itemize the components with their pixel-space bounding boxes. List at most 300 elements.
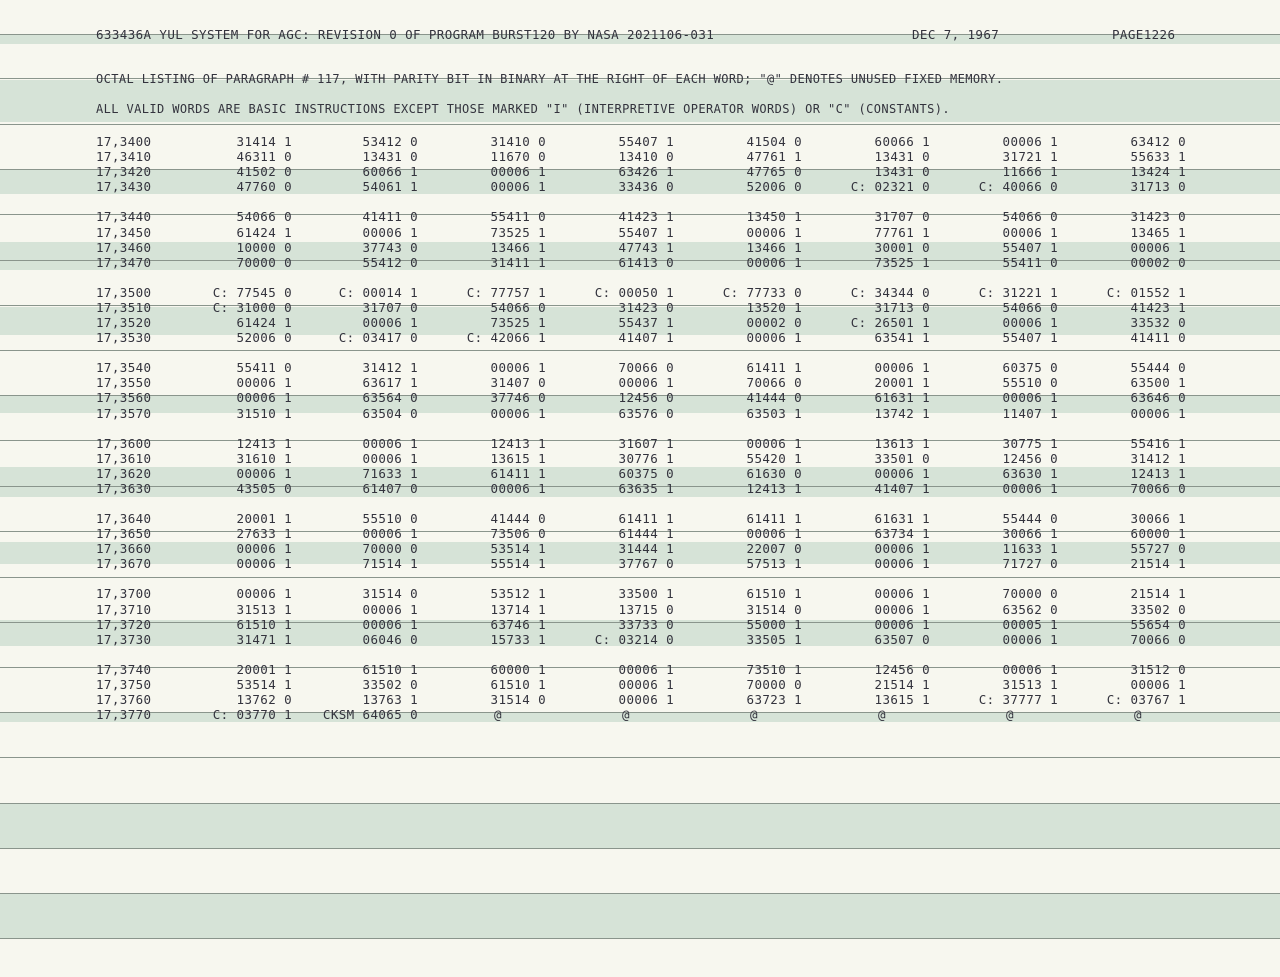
octal-word: 21514 1: [874, 676, 930, 692]
octal-word: 31513 1: [1002, 676, 1058, 692]
octal-word: 60375 0: [1002, 360, 1058, 376]
octal-word: C: 31000 0: [212, 299, 292, 315]
octal-word: 61510 1: [362, 661, 418, 677]
octal-word: 33500 1: [618, 586, 674, 602]
octal-word: 57513 1: [746, 556, 802, 572]
octal-word: 61510 1: [746, 586, 802, 602]
listing-header: [0, 0, 1280, 120]
octal-word: 00002 0: [1130, 254, 1186, 270]
octal-word: 41411 0: [362, 209, 418, 225]
octal-word: 63635 1: [618, 480, 674, 496]
octal-word: 60066 1: [362, 164, 418, 180]
octal-word: 00006 1: [746, 330, 802, 346]
octal-word: 55411 0: [236, 360, 292, 376]
octal-word: 55633 1: [1130, 149, 1186, 165]
octal-word: 30776 1: [618, 450, 674, 466]
octal-word: 55727 0: [1130, 541, 1186, 557]
octal-word: 37767 0: [618, 556, 674, 572]
octal-word: 00006 1: [1130, 676, 1186, 692]
octal-word: 73525 1: [490, 315, 546, 330]
octal-word: 13431 0: [874, 149, 930, 165]
octal-word: 31713 0: [1130, 179, 1186, 195]
octal-word: 31510 1: [236, 405, 292, 421]
octal-word: 00006 1: [1130, 239, 1186, 255]
octal-word: 00006 1: [490, 164, 546, 180]
title-line: 633436A YUL SYSTEM FOR AGC: REVISION 0 OF PROGRAM BURST120 BY NASA 2021106-031: [96, 27, 715, 42]
octal-word: 12456 0: [874, 661, 930, 677]
row-address: 17,3760: [96, 692, 152, 707]
octal-word: 31514 0: [362, 586, 418, 602]
octal-word: 70000 0: [362, 541, 418, 557]
octal-word: 55444 0: [1002, 511, 1058, 526]
octal-word: 41423 1: [618, 209, 674, 225]
octal-word: C: 00050 1: [594, 284, 674, 300]
octal-word: 13424 1: [1130, 164, 1186, 180]
octal-word: 31513 1: [236, 601, 292, 617]
octal-word: 31410 0: [490, 134, 546, 149]
octal-word: 13714 1: [490, 601, 546, 617]
octal-word: 00006 1: [490, 480, 546, 496]
octal-word: 30775 1: [1002, 435, 1058, 451]
octal-word: 31412 1: [1130, 450, 1186, 466]
octal-word: 63412 0: [1130, 134, 1186, 149]
octal-word: 33436 0: [618, 179, 674, 195]
octal-word: 71514 1: [362, 556, 418, 572]
octal-word: 15733 1: [490, 631, 546, 647]
octal-word: 00006 1: [362, 526, 418, 542]
octal-word: 21514 1: [1130, 556, 1186, 572]
octal-word: C: 77545 0: [212, 284, 292, 300]
octal-word: 00006 1: [490, 405, 546, 421]
octal-word: 70066 0: [1130, 480, 1186, 496]
paper-rule: [0, 124, 1280, 125]
octal-word: 00006 1: [874, 465, 930, 481]
row-address: 17,3710: [96, 601, 152, 617]
print-date: DEC 7, 1967: [912, 27, 1000, 42]
octal-word: 61413 0: [618, 254, 674, 270]
row-address: 17,3620: [96, 465, 152, 481]
octal-word: 13465 1: [1130, 224, 1186, 240]
octal-word: 41411 0: [1130, 330, 1186, 346]
paper-rule: [0, 712, 1280, 713]
row-address: 17,3560: [96, 390, 152, 406]
octal-word: 53512 1: [490, 586, 546, 602]
paper-rule: [0, 350, 1280, 351]
row-address: 17,3410: [96, 149, 152, 165]
octal-word: 13613 1: [874, 435, 930, 451]
octal-word: 61411 1: [618, 511, 674, 526]
octal-word: 54066 0: [490, 299, 546, 315]
octal-word: 00006 1: [236, 541, 292, 557]
octal-word: 41407 1: [618, 330, 674, 346]
paper-rule: [0, 803, 1280, 804]
paper-rule: [0, 893, 1280, 894]
octal-word: C: 03214 0: [594, 631, 674, 647]
description-line-1: OCTAL LISTING OF PARAGRAPH # 117, WITH PARITY BIT IN BINARY AT THE RIGHT OF EACH WORD; "@" DENOTES UNUSED FIXED MEMORY.: [96, 72, 1004, 86]
octal-word: 31707 0: [874, 209, 930, 225]
octal-word: 61407 0: [362, 480, 418, 496]
octal-word: 13742 1: [874, 405, 930, 421]
octal-word: 63562 0: [1002, 601, 1058, 617]
octal-word: 33502 0: [362, 676, 418, 692]
octal-word: 55000 1: [746, 616, 802, 632]
octal-word: 61411 1: [746, 360, 802, 376]
octal-word: 06046 0: [362, 631, 418, 647]
octal-word: 63426 1: [618, 164, 674, 180]
octal-word: 55444 0: [1130, 360, 1186, 376]
octal-word: 31414 1: [236, 134, 292, 149]
octal-word: 00006 1: [362, 435, 418, 451]
octal-word: 00006 1: [1002, 631, 1058, 647]
octal-word: 00006 1: [746, 254, 802, 270]
octal-word: 53514 1: [236, 676, 292, 692]
octal-word: C: 40066 0: [978, 179, 1058, 195]
octal-word: 31407 0: [490, 375, 546, 391]
row-address: 17,3650: [96, 526, 152, 542]
octal-word: 12413 1: [490, 435, 546, 451]
octal-word: 00006 1: [236, 586, 292, 602]
octal-word: 61411 1: [490, 465, 546, 481]
octal-word: 00006 1: [236, 390, 292, 406]
row-address: 17,3700: [96, 586, 152, 602]
octal-word: 61630 0: [746, 465, 802, 481]
octal-word: 77761 1: [874, 224, 930, 240]
octal-word: 70000 0: [746, 676, 802, 692]
octal-word: 47743 1: [618, 239, 674, 255]
octal-word: 00006 1: [874, 586, 930, 602]
octal-word: 31607 1: [618, 435, 674, 451]
octal-word: 00006 1: [1002, 134, 1058, 149]
octal-word: 31514 0: [746, 601, 802, 617]
row-address: 17,3570: [96, 405, 152, 421]
octal-word: 61424 1: [236, 315, 292, 330]
octal-word: 55510 0: [1002, 375, 1058, 391]
row-address: 17,3610: [96, 450, 152, 466]
octal-word: C: 00014 1: [338, 284, 418, 300]
octal-word: 00006 1: [746, 435, 802, 451]
octal-word: 00006 1: [618, 676, 674, 692]
octal-word: 41444 0: [490, 511, 546, 526]
octal-word: 73525 1: [490, 224, 546, 240]
paper-rule: [0, 938, 1280, 939]
octal-word: 70066 0: [618, 360, 674, 376]
octal-word: 31423 0: [618, 299, 674, 315]
row-address: 17,3450: [96, 224, 152, 240]
row-address: 17,3730: [96, 631, 152, 647]
row-address: 17,3440: [96, 209, 152, 225]
octal-word: 13615 1: [490, 450, 546, 466]
octal-word: 00006 1: [874, 360, 930, 376]
row-address: 17,3740: [96, 661, 152, 677]
octal-word: 20001 1: [236, 511, 292, 526]
row-address: 17,3640: [96, 511, 152, 526]
octal-word: 63734 1: [874, 526, 930, 542]
octal-word: 00006 1: [362, 601, 418, 617]
octal-word: C: 77757 1: [466, 284, 546, 300]
octal-word: 12456 0: [1002, 450, 1058, 466]
octal-word: C: 03417 0: [338, 330, 418, 346]
octal-word: @: [878, 707, 886, 723]
octal-word: 12413 1: [1130, 465, 1186, 481]
octal-word: 54066 0: [1002, 299, 1058, 315]
octal-word: 30066 1: [1002, 526, 1058, 542]
octal-word: 33733 0: [618, 616, 674, 632]
octal-word: 55407 1: [1002, 239, 1058, 255]
octal-word: 31423 0: [1130, 209, 1186, 225]
row-address: 17,3720: [96, 616, 152, 632]
octal-word: 13715 0: [618, 601, 674, 617]
octal-word: C: 37777 1: [978, 692, 1058, 707]
page-number: PAGE1226: [1112, 27, 1176, 42]
octal-word: 00006 1: [362, 315, 418, 330]
octal-word: 55407 1: [1002, 330, 1058, 346]
octal-word: @: [494, 707, 502, 723]
octal-word: 71727 0: [1002, 556, 1058, 572]
octal-word: 11633 1: [1002, 541, 1058, 557]
octal-word: C: 26501 1: [850, 315, 930, 330]
octal-word: 10000 0: [236, 239, 292, 255]
octal-word: 31610 1: [236, 450, 292, 466]
octal-word: 60066 1: [874, 134, 930, 149]
octal-word: 00006 1: [1130, 405, 1186, 421]
octal-word: 55437 1: [618, 315, 674, 330]
octal-word: C: 03767 1: [1106, 692, 1186, 707]
octal-word: 55411 0: [1002, 254, 1058, 270]
octal-word: 00006 1: [362, 616, 418, 632]
row-address: 17,3670: [96, 556, 152, 572]
octal-word: 71633 1: [362, 465, 418, 481]
row-address: 17,3510: [96, 299, 152, 315]
row-address: 17,3460: [96, 239, 152, 255]
octal-word: 13431 0: [362, 149, 418, 165]
octal-word: 60000 1: [1130, 526, 1186, 542]
octal-word: 12413 1: [746, 480, 802, 496]
octal-word: 47760 0: [236, 179, 292, 195]
octal-word: 70066 0: [746, 375, 802, 391]
octal-word: CKSM 64065 0: [322, 707, 418, 723]
octal-word: 13431 0: [874, 164, 930, 180]
row-address: 17,3530: [96, 330, 152, 346]
row-address: 17,3400: [96, 134, 152, 149]
octal-word: @: [1006, 707, 1014, 723]
octal-word: 00006 1: [236, 465, 292, 481]
octal-word: 55411 0: [490, 209, 546, 225]
octal-word: 12456 0: [618, 390, 674, 406]
octal-word: @: [1134, 707, 1142, 723]
octal-word: 53514 1: [490, 541, 546, 557]
octal-word: C: 01552 1: [1106, 284, 1186, 300]
row-address: 17,3420: [96, 164, 152, 180]
octal-word: 00006 1: [362, 224, 418, 240]
octal-word: C: 77733 0: [722, 284, 802, 300]
octal-word: 63617 1: [362, 375, 418, 391]
octal-word: 52006 0: [236, 330, 292, 346]
octal-word: 13410 0: [618, 149, 674, 165]
octal-word: 63503 1: [746, 405, 802, 421]
octal-word: 61631 1: [874, 511, 930, 526]
octal-word: 54066 0: [236, 209, 292, 225]
octal-word: 53412 0: [362, 134, 418, 149]
octal-word: 00005 1: [1002, 616, 1058, 632]
octal-word: 00006 1: [1002, 224, 1058, 240]
octal-word: 61510 1: [490, 676, 546, 692]
octal-word: 00006 1: [618, 692, 674, 707]
octal-word: 00006 1: [490, 360, 546, 376]
octal-word: 70000 0: [1002, 586, 1058, 602]
octal-word: 63723 1: [746, 692, 802, 707]
octal-word: 73510 1: [746, 661, 802, 677]
octal-word: 00002 0: [746, 315, 802, 330]
paper-rule: [0, 848, 1280, 849]
octal-word: 11407 1: [1002, 405, 1058, 421]
octal-word: 00006 1: [874, 601, 930, 617]
octal-word: C: 02321 0: [850, 179, 930, 195]
octal-word: @: [622, 707, 630, 723]
octal-word: 41444 0: [746, 390, 802, 406]
greenbar-stripe: [0, 712, 1280, 722]
row-address: 17,3750: [96, 676, 152, 692]
paper-rule: [0, 757, 1280, 758]
octal-word: 63504 0: [362, 405, 418, 421]
octal-word: C: 42066 1: [466, 330, 546, 346]
paper-rule: [0, 577, 1280, 578]
octal-word: 20001 1: [236, 661, 292, 677]
octal-word: 00006 1: [874, 541, 930, 557]
octal-word: 60000 1: [490, 661, 546, 677]
octal-word: 63507 0: [874, 631, 930, 647]
octal-word: 60375 0: [618, 465, 674, 481]
octal-word: 33505 1: [746, 631, 802, 647]
octal-word: 31707 0: [362, 299, 418, 315]
description-line-2: ALL VALID WORDS ARE BASIC INSTRUCTIONS EXCEPT THOSE MARKED "I" (INTERPRETIVE OPERATOR WORDS) OR "C" (CONSTANTS).: [96, 102, 950, 116]
octal-word: 00006 1: [490, 179, 546, 195]
octal-word: C: 34344 0: [850, 284, 930, 300]
octal-word: 00006 1: [1002, 661, 1058, 677]
octal-word: 00006 1: [618, 661, 674, 677]
octal-word: C: 31221 1: [978, 284, 1058, 300]
octal-word: 63630 1: [1002, 465, 1058, 481]
octal-word: 30001 0: [874, 239, 930, 255]
octal-word: 55510 0: [362, 511, 418, 526]
octal-word: 00006 1: [236, 375, 292, 391]
octal-word: 55412 0: [362, 254, 418, 270]
octal-word: 00006 1: [236, 556, 292, 572]
octal-word: 22007 0: [746, 541, 802, 557]
octal-word: 55514 1: [490, 556, 546, 572]
octal-word: 31412 1: [362, 360, 418, 376]
octal-word: 27633 1: [236, 526, 292, 542]
row-address: 17,3770: [96, 707, 152, 723]
octal-word: 46311 0: [236, 149, 292, 165]
octal-word: 55416 1: [1130, 435, 1186, 451]
octal-word: 61411 1: [746, 511, 802, 526]
octal-word: 33501 0: [874, 450, 930, 466]
row-address: 17,3600: [96, 435, 152, 451]
octal-word: 00006 1: [1002, 315, 1058, 330]
octal-word: 63746 1: [490, 616, 546, 632]
octal-word: 41407 1: [874, 480, 930, 496]
octal-word: 33532 0: [1130, 315, 1186, 330]
octal-word: 55407 1: [618, 134, 674, 149]
octal-word: 00006 1: [1002, 480, 1058, 496]
octal-word: 00006 1: [746, 224, 802, 240]
row-address: 17,3520: [96, 315, 152, 330]
octal-word: 31411 1: [490, 254, 546, 270]
octal-word: 63500 1: [1130, 375, 1186, 391]
octal-word: 00006 1: [874, 616, 930, 632]
octal-word: 00006 1: [874, 556, 930, 572]
row-address: 17,3630: [96, 480, 152, 496]
octal-word: 63564 0: [362, 390, 418, 406]
octal-word: 31512 0: [1130, 661, 1186, 677]
octal-word: 33502 0: [1130, 601, 1186, 617]
octal-word: 61510 1: [236, 616, 292, 632]
octal-word: 55420 1: [746, 450, 802, 466]
octal-word: 00006 1: [746, 526, 802, 542]
octal-word: 41423 1: [1130, 299, 1186, 315]
octal-word: 70066 0: [1130, 631, 1186, 647]
octal-word: 12413 1: [236, 435, 292, 451]
octal-word: 47765 0: [746, 164, 802, 180]
octal-word: 30066 1: [1130, 511, 1186, 526]
octal-word: 13615 1: [874, 692, 930, 707]
octal-word: 13520 1: [746, 299, 802, 315]
octal-word: 54061 1: [362, 179, 418, 195]
octal-word: 37746 0: [490, 390, 546, 406]
octal-word: 47761 1: [746, 149, 802, 165]
octal-word: 73525 1: [874, 254, 930, 270]
octal-word: 31713 0: [874, 299, 930, 315]
octal-word: 61424 1: [236, 224, 292, 240]
octal-word: 11666 1: [1002, 164, 1058, 180]
octal-word: @: [750, 707, 758, 723]
octal-word: 13450 1: [746, 209, 802, 225]
row-address: 17,3470: [96, 254, 152, 270]
octal-word: 61444 1: [618, 526, 674, 542]
octal-word: 55654 0: [1130, 616, 1186, 632]
octal-word: 13762 0: [236, 692, 292, 707]
octal-word: 63576 0: [618, 405, 674, 421]
octal-word: 31514 0: [490, 692, 546, 707]
octal-word: C: 03770 1: [212, 707, 292, 723]
row-address: 17,3500: [96, 284, 152, 300]
octal-word: 13466 1: [746, 239, 802, 255]
octal-word: 54066 0: [1002, 209, 1058, 225]
greenbar-stripe: [0, 893, 1280, 938]
octal-word: 00006 1: [362, 450, 418, 466]
octal-word: 43505 0: [236, 480, 292, 496]
octal-word: 31471 1: [236, 631, 292, 647]
octal-word: 41504 0: [746, 134, 802, 149]
greenbar-stripe: [0, 803, 1280, 848]
row-address: 17,3550: [96, 375, 152, 391]
octal-word: 61631 1: [874, 390, 930, 406]
octal-word: 13466 1: [490, 239, 546, 255]
octal-word: 13763 1: [362, 692, 418, 707]
octal-word: 70000 0: [236, 254, 292, 270]
octal-word: 21514 1: [1130, 586, 1186, 602]
row-address: 17,3660: [96, 541, 152, 557]
row-address: 17,3540: [96, 360, 152, 376]
octal-word: 31721 1: [1002, 149, 1058, 165]
octal-word: 63541 1: [874, 330, 930, 346]
octal-word: 20001 1: [874, 375, 930, 391]
octal-word: 55407 1: [618, 224, 674, 240]
octal-word: 63646 0: [1130, 390, 1186, 406]
octal-word: 52006 0: [746, 179, 802, 195]
octal-word: 00006 1: [618, 375, 674, 391]
octal-word: 11670 0: [490, 149, 546, 165]
